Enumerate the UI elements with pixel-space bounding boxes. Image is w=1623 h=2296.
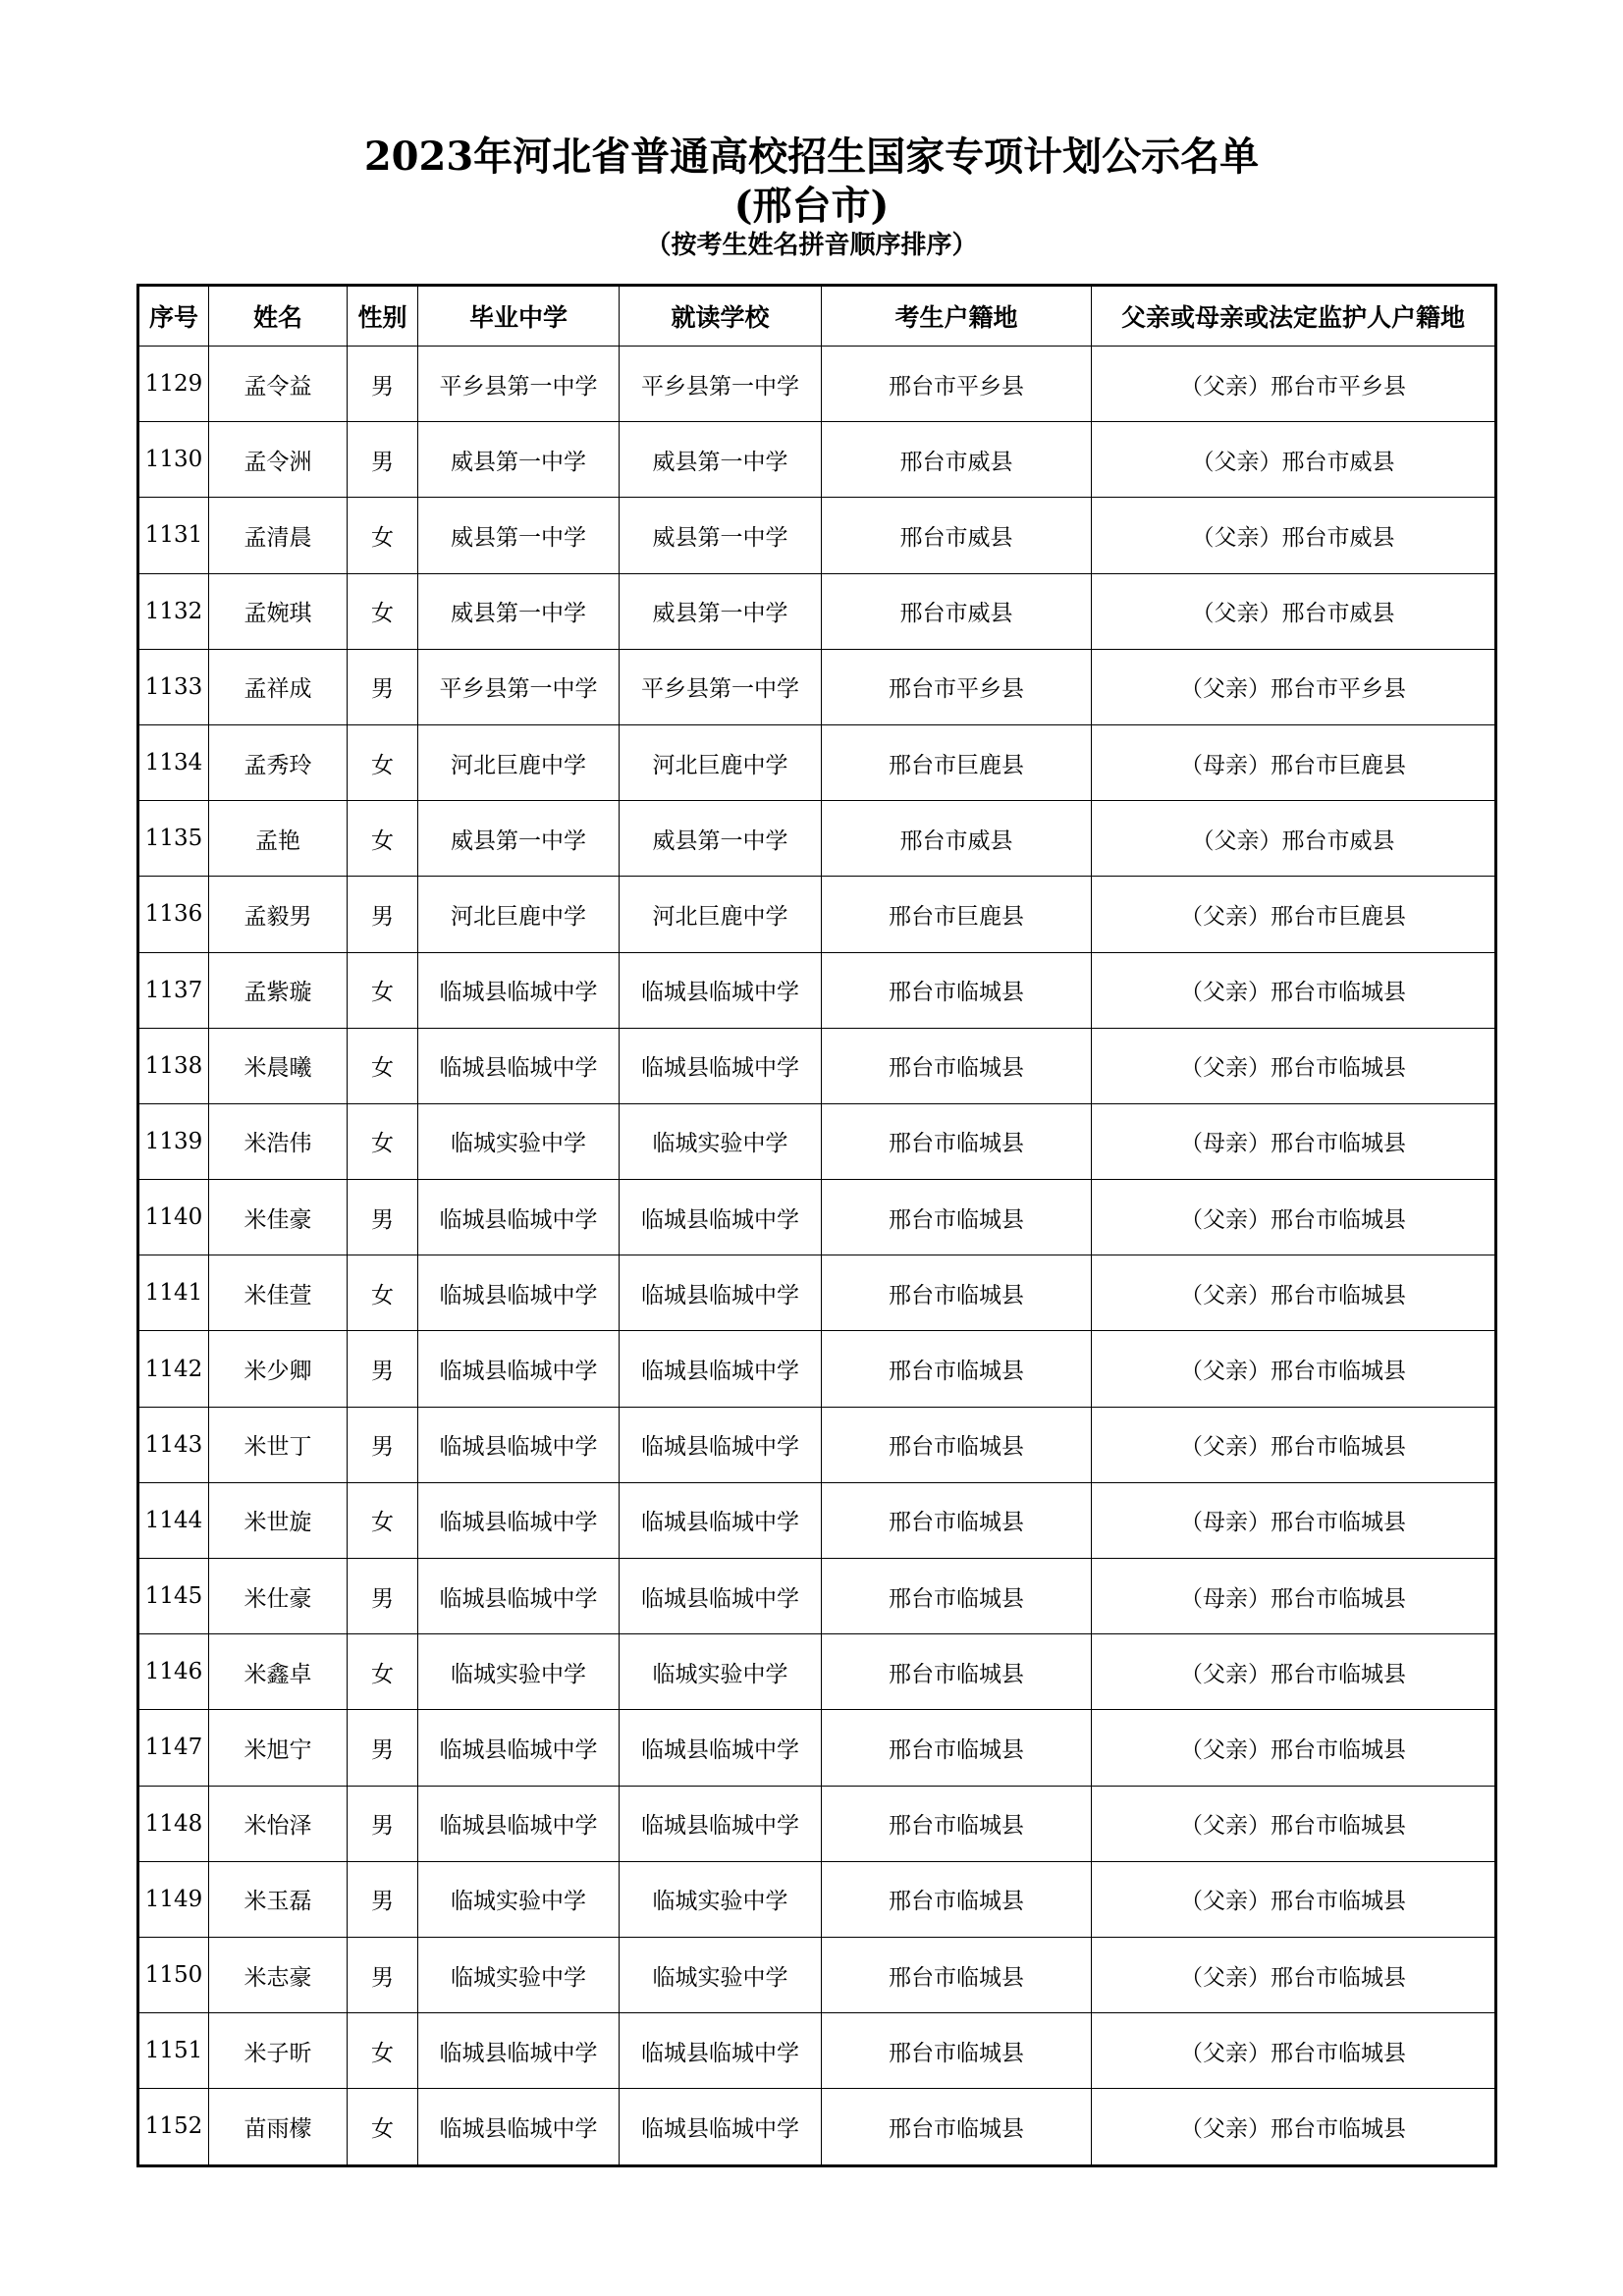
header-residence: 考生户籍地	[822, 286, 1092, 347]
residence-cell: 邢台市威县	[822, 801, 1092, 877]
residence-cell: 邢台市平乡县	[822, 347, 1092, 422]
name-cell: 米子昕	[209, 2013, 348, 2089]
sort-note: （按考生姓名拼音顺序排序）	[645, 231, 978, 260]
table-row	[138, 573, 1496, 649]
name-cell: 孟紫璇	[209, 952, 348, 1028]
gender-cell: 女	[348, 1028, 418, 1103]
current-school-cell: 威县第一中学	[620, 801, 822, 877]
current-school-cell: 威县第一中学	[620, 422, 822, 498]
current-school-cell: 威县第一中学	[620, 573, 822, 649]
guardian-place: 邢台市临城县	[1271, 1434, 1406, 1461]
grad-school-cell: 临城实验中学	[418, 1937, 620, 2012]
row-number-cell: 1143	[138, 1407, 209, 1482]
guardian-place: 邢台市临城县	[1271, 1359, 1406, 1385]
guardian-place: 邢台市临城县	[1271, 1661, 1406, 1687]
residence-cell: 邢台市平乡县	[822, 649, 1092, 724]
header-guardian-residence: 父亲或母亲或法定监护人户籍地	[1092, 286, 1496, 347]
table-row	[138, 1710, 1496, 1786]
guardian-residence-cell: （父亲）邢台市临城县	[1092, 1028, 1496, 1103]
table-row	[138, 1786, 1496, 1861]
guardian-residence-cell: （父亲）邢台市平乡县	[1092, 347, 1496, 422]
residence-cell: 邢台市临城县	[822, 1559, 1092, 1634]
grad-school-cell: 河北巨鹿中学	[418, 724, 620, 800]
current-school-cell: 临城县临城中学	[620, 1407, 822, 1482]
gender-cell: 女	[348, 2089, 418, 2165]
grad-school-cell: 威县第一中学	[418, 801, 620, 877]
gender-cell: 女	[348, 1482, 418, 1558]
name-cell: 孟毅男	[209, 877, 348, 952]
current-school-cell: 临城县临城中学	[620, 1710, 822, 1786]
table-row	[138, 1559, 1496, 1634]
name-cell: 米晨曦	[209, 1028, 348, 1103]
current-school-cell: 临城县临城中学	[620, 1331, 822, 1407]
current-school-cell: 临城县临城中学	[620, 952, 822, 1028]
table-row	[138, 2089, 1496, 2165]
guardian-role: 父亲	[1203, 373, 1248, 400]
grad-school-cell: 临城县临城中学	[418, 1710, 620, 1786]
grad-school-cell: 临城县临城中学	[418, 1559, 620, 1634]
name-cell: 米旭宁	[209, 1710, 348, 1786]
document-subtitle: (邢台市)	[733, 183, 890, 229]
guardian-role: 母亲	[1203, 1131, 1248, 1157]
current-school-cell: 临城县临城中学	[620, 2089, 822, 2165]
row-number-cell: 1144	[138, 1482, 209, 1558]
name-cell: 孟婉琪	[209, 573, 348, 649]
gender-cell: 男	[348, 347, 418, 422]
row-number-cell: 1132	[138, 573, 209, 649]
guardian-place: 邢台市临城县	[1271, 1055, 1406, 1082]
grad-school-cell: 临城县临城中学	[418, 1482, 620, 1558]
guardian-residence-cell: （母亲）邢台市临城县	[1092, 1482, 1496, 1558]
grad-school-cell: 平乡县第一中学	[418, 649, 620, 724]
name-cell: 孟秀玲	[209, 724, 348, 800]
guardian-role: 父亲	[1214, 524, 1260, 551]
grad-school-cell: 临城实验中学	[418, 1861, 620, 1937]
current-school-cell: 平乡县第一中学	[620, 347, 822, 422]
guardian-residence-cell: （父亲）邢台市临城县	[1092, 1937, 1496, 2012]
table-row	[138, 1255, 1496, 1331]
guardian-residence-cell: （母亲）邢台市临城县	[1092, 1103, 1496, 1179]
name-cell: 米佳豪	[209, 1180, 348, 1255]
residence-cell: 邢台市临城县	[822, 1407, 1092, 1482]
gender-cell: 男	[348, 1861, 418, 1937]
guardian-place: 邢台市临城县	[1271, 1736, 1406, 1763]
row-number-cell: 1149	[138, 1861, 209, 1937]
header-name: 姓名	[209, 286, 348, 347]
row-number-cell: 1140	[138, 1180, 209, 1255]
guardian-place: 邢台市威县	[1281, 828, 1395, 854]
guardian-residence-cell: （父亲）邢台市平乡县	[1092, 649, 1496, 724]
name-cell: 孟令洲	[209, 422, 348, 498]
table-row	[138, 498, 1496, 573]
guardian-place: 邢台市巨鹿县	[1271, 752, 1406, 778]
guardian-place: 邢台市临城县	[1271, 1282, 1406, 1308]
row-number-cell: 1150	[138, 1937, 209, 2012]
guardian-residence-cell: （父亲）邢台市巨鹿县	[1092, 877, 1496, 952]
row-number-cell: 1137	[138, 952, 209, 1028]
row-number-cell: 1135	[138, 801, 209, 877]
grad-school-cell: 临城县临城中学	[418, 952, 620, 1028]
guardian-place: 邢台市临城县	[1271, 1889, 1406, 1915]
grad-school-cell: 平乡县第一中学	[418, 347, 620, 422]
current-school-cell: 临城县临城中学	[620, 1786, 822, 1861]
gender-cell: 男	[348, 1180, 418, 1255]
guardian-role: 父亲	[1203, 903, 1248, 930]
row-number-cell: 1147	[138, 1710, 209, 1786]
guardian-residence-cell: （父亲）邢台市临城县	[1092, 1634, 1496, 1710]
guardian-place: 邢台市临城县	[1271, 1206, 1406, 1233]
guardian-place: 邢台市临城县	[1271, 1131, 1406, 1157]
grad-school-cell: 临城县临城中学	[418, 1180, 620, 1255]
row-number-cell: 1151	[138, 2013, 209, 2089]
name-cell: 孟祥成	[209, 649, 348, 724]
name-cell: 米世旋	[209, 1482, 348, 1558]
residence-cell: 邢台市临城县	[822, 2089, 1092, 2165]
residence-cell: 邢台市临城县	[822, 2013, 1092, 2089]
guardian-place: 邢台市平乡县	[1271, 676, 1406, 703]
guardian-place: 邢台市临城县	[1271, 1964, 1406, 1991]
gender-cell: 男	[348, 1937, 418, 2012]
gender-cell: 男	[348, 1710, 418, 1786]
table-row	[138, 877, 1496, 952]
guardian-residence-cell: （父亲）邢台市临城县	[1092, 2089, 1496, 2165]
current-school-cell: 河北巨鹿中学	[620, 877, 822, 952]
grad-school-cell: 临城县临城中学	[418, 1407, 620, 1482]
table-row	[138, 422, 1496, 498]
current-school-cell: 临城实验中学	[620, 1634, 822, 1710]
residence-cell: 邢台市威县	[822, 498, 1092, 573]
table-row	[138, 952, 1496, 1028]
guardian-role: 父亲	[1214, 449, 1260, 475]
table-row	[138, 1180, 1496, 1255]
document-title: 2023年河北省普通高校招生国家专项计划公示名单	[363, 133, 1260, 180]
row-number-cell: 1148	[138, 1786, 209, 1861]
gender-cell: 女	[348, 498, 418, 573]
gender-cell: 女	[348, 1103, 418, 1179]
guardian-role: 父亲	[1203, 1813, 1248, 1840]
guardian-residence-cell: （父亲）邢台市临城县	[1092, 1255, 1496, 1331]
row-number-cell: 1145	[138, 1559, 209, 1634]
gender-cell: 女	[348, 801, 418, 877]
gender-cell: 男	[348, 877, 418, 952]
row-number-cell: 1138	[138, 1028, 209, 1103]
guardian-residence-cell: （父亲）邢台市威县	[1092, 422, 1496, 498]
table-row	[138, 347, 1496, 422]
grad-school-cell: 临城县临城中学	[418, 2089, 620, 2165]
header-grad-school: 毕业中学	[418, 286, 620, 347]
guardian-place: 邢台市平乡县	[1271, 373, 1406, 400]
guardian-role: 父亲	[1203, 2115, 1248, 2142]
row-number-cell: 1129	[138, 347, 209, 422]
guardian-role: 父亲	[1203, 2040, 1248, 2066]
residence-cell: 邢台市临城县	[822, 1710, 1092, 1786]
name-cell: 米鑫卓	[209, 1634, 348, 1710]
grad-school-cell: 临城县临城中学	[418, 2013, 620, 2089]
name-cell: 孟艳	[209, 801, 348, 877]
guardian-role: 父亲	[1214, 828, 1260, 854]
guardian-role: 母亲	[1203, 1585, 1248, 1612]
header-no: 序号	[138, 286, 209, 347]
table-row	[138, 649, 1496, 724]
guardian-role: 父亲	[1203, 676, 1248, 703]
guardian-role: 父亲	[1203, 1889, 1248, 1915]
current-school-cell: 临城县临城中学	[620, 1028, 822, 1103]
grad-school-cell: 临城实验中学	[418, 1634, 620, 1710]
residence-cell: 邢台市临城县	[822, 1634, 1092, 1710]
grad-school-cell: 临城县临城中学	[418, 1331, 620, 1407]
residence-cell: 邢台市临城县	[822, 1786, 1092, 1861]
residence-cell: 邢台市临城县	[822, 1937, 1092, 2012]
guardian-place: 邢台市临城县	[1271, 980, 1406, 1006]
grad-school-cell: 临城县临城中学	[418, 1028, 620, 1103]
guardian-place: 邢台市临城县	[1271, 1510, 1406, 1536]
guardian-role: 母亲	[1203, 1510, 1248, 1536]
header-current-school: 就读学校	[620, 286, 822, 347]
guardian-role: 父亲	[1203, 1736, 1248, 1763]
grad-school-cell: 威县第一中学	[418, 498, 620, 573]
table-row	[138, 2013, 1496, 2089]
guardian-role: 父亲	[1214, 601, 1260, 627]
guardian-role: 父亲	[1203, 1359, 1248, 1385]
guardian-place: 邢台市威县	[1281, 449, 1395, 475]
current-school-cell: 临城实验中学	[620, 1103, 822, 1179]
guardian-place: 邢台市临城县	[1271, 2115, 1406, 2142]
current-school-cell: 临城县临城中学	[620, 1559, 822, 1634]
gender-cell: 女	[348, 724, 418, 800]
name-cell: 米仕豪	[209, 1559, 348, 1634]
name-cell: 孟令益	[209, 347, 348, 422]
guardian-role: 父亲	[1203, 1206, 1248, 1233]
current-school-cell: 临城县临城中学	[620, 1482, 822, 1558]
gender-cell: 男	[348, 1559, 418, 1634]
guardian-place: 邢台市临城县	[1271, 2040, 1406, 2066]
gender-cell: 女	[348, 1634, 418, 1710]
guardian-residence-cell: （父亲）邢台市威县	[1092, 573, 1496, 649]
residence-cell: 邢台市临城县	[822, 1861, 1092, 1937]
gender-cell: 男	[348, 422, 418, 498]
row-number-cell: 1130	[138, 422, 209, 498]
row-number-cell: 1142	[138, 1331, 209, 1407]
residence-cell: 邢台市临城县	[822, 1331, 1092, 1407]
guardian-residence-cell: （父亲）邢台市威县	[1092, 498, 1496, 573]
guardian-place: 邢台市威县	[1281, 524, 1395, 551]
gender-cell: 女	[348, 1255, 418, 1331]
gender-cell: 男	[348, 1786, 418, 1861]
residence-cell: 邢台市临城县	[822, 1255, 1092, 1331]
name-cell: 米少卿	[209, 1331, 348, 1407]
residence-cell: 邢台市临城县	[822, 1028, 1092, 1103]
guardian-residence-cell: （父亲）邢台市临城县	[1092, 1861, 1496, 1937]
guardian-residence-cell: （父亲）邢台市临城县	[1092, 952, 1496, 1028]
guardian-place: 邢台市临城县	[1271, 1585, 1406, 1612]
guardian-role: 父亲	[1203, 1055, 1248, 1082]
grad-school-cell: 临城县临城中学	[418, 1255, 620, 1331]
residence-cell: 邢台市巨鹿县	[822, 877, 1092, 952]
guardian-residence-cell: （母亲）邢台市巨鹿县	[1092, 724, 1496, 800]
residence-cell: 邢台市临城县	[822, 1103, 1092, 1179]
guardian-residence-cell: （父亲）邢台市临城县	[1092, 1407, 1496, 1482]
name-cell: 苗雨檬	[209, 2089, 348, 2165]
table-row	[138, 1634, 1496, 1710]
table-row	[138, 801, 1496, 877]
guardian-residence-cell: （母亲）邢台市临城县	[1092, 1559, 1496, 1634]
residence-cell: 邢台市临城县	[822, 1180, 1092, 1255]
row-number-cell: 1134	[138, 724, 209, 800]
residence-cell: 邢台市临城县	[822, 952, 1092, 1028]
row-number-cell: 1146	[138, 1634, 209, 1710]
table-row	[138, 1482, 1496, 1558]
grad-school-cell: 威县第一中学	[418, 422, 620, 498]
current-school-cell: 河北巨鹿中学	[620, 724, 822, 800]
gender-cell: 男	[348, 1331, 418, 1407]
guardian-residence-cell: （父亲）邢台市临城县	[1092, 1180, 1496, 1255]
name-cell: 米世丁	[209, 1407, 348, 1482]
name-cell: 米佳萱	[209, 1255, 348, 1331]
guardian-place: 邢台市威县	[1281, 601, 1395, 627]
table-row	[138, 1861, 1496, 1937]
gender-cell: 女	[348, 952, 418, 1028]
grad-school-cell: 临城县临城中学	[418, 1786, 620, 1861]
roster-body	[138, 347, 1496, 2166]
row-number-cell: 1133	[138, 649, 209, 724]
guardian-role: 父亲	[1203, 1964, 1248, 1991]
name-cell: 米怡泽	[209, 1786, 348, 1861]
current-school-cell: 威县第一中学	[620, 498, 822, 573]
table-row	[138, 1103, 1496, 1179]
table-row	[138, 724, 1496, 800]
current-school-cell: 临城实验中学	[620, 1861, 822, 1937]
guardian-residence-cell: （父亲）邢台市临城县	[1092, 1786, 1496, 1861]
current-school-cell: 临城县临城中学	[620, 1255, 822, 1331]
row-number-cell: 1131	[138, 498, 209, 573]
row-number-cell: 1141	[138, 1255, 209, 1331]
residence-cell: 邢台市临城县	[822, 1482, 1092, 1558]
table-row	[138, 1331, 1496, 1407]
header-gender: 性别	[348, 286, 418, 347]
name-cell: 米志豪	[209, 1937, 348, 2012]
name-cell: 米浩伟	[209, 1103, 348, 1179]
residence-cell: 邢台市巨鹿县	[822, 724, 1092, 800]
guardian-role: 母亲	[1203, 752, 1248, 778]
guardian-residence-cell: （父亲）邢台市临城县	[1092, 1710, 1496, 1786]
guardian-residence-cell: （父亲）邢台市威县	[1092, 801, 1496, 877]
grad-school-cell: 临城实验中学	[418, 1103, 620, 1179]
current-school-cell: 临城实验中学	[620, 1937, 822, 2012]
row-number-cell: 1136	[138, 877, 209, 952]
grad-school-cell: 河北巨鹿中学	[418, 877, 620, 952]
gender-cell: 女	[348, 2013, 418, 2089]
table-row	[138, 1407, 1496, 1482]
gender-cell: 男	[348, 1407, 418, 1482]
name-cell: 米玉磊	[209, 1861, 348, 1937]
guardian-role: 父亲	[1203, 1434, 1248, 1461]
row-number-cell: 1139	[138, 1103, 209, 1179]
guardian-place: 邢台市临城县	[1271, 1813, 1406, 1840]
header-row	[138, 286, 1496, 347]
current-school-cell: 平乡县第一中学	[620, 649, 822, 724]
gender-cell: 女	[348, 573, 418, 649]
residence-cell: 邢台市威县	[822, 573, 1092, 649]
table-row	[138, 1937, 1496, 2012]
table-row	[138, 1028, 1496, 1103]
guardian-place: 邢台市巨鹿县	[1271, 903, 1406, 930]
current-school-cell: 临城县临城中学	[620, 2013, 822, 2089]
gender-cell: 男	[348, 649, 418, 724]
current-school-cell: 临城县临城中学	[620, 1180, 822, 1255]
roster-table	[136, 284, 1497, 2167]
guardian-role: 父亲	[1203, 980, 1248, 1006]
guardian-role: 父亲	[1203, 1661, 1248, 1687]
guardian-residence-cell: （父亲）邢台市临城县	[1092, 1331, 1496, 1407]
guardian-residence-cell: （父亲）邢台市临城县	[1092, 2013, 1496, 2089]
row-number-cell: 1152	[138, 2089, 209, 2165]
grad-school-cell: 威县第一中学	[418, 573, 620, 649]
residence-cell: 邢台市威县	[822, 422, 1092, 498]
guardian-role: 父亲	[1203, 1282, 1248, 1308]
name-cell: 孟清晨	[209, 498, 348, 573]
